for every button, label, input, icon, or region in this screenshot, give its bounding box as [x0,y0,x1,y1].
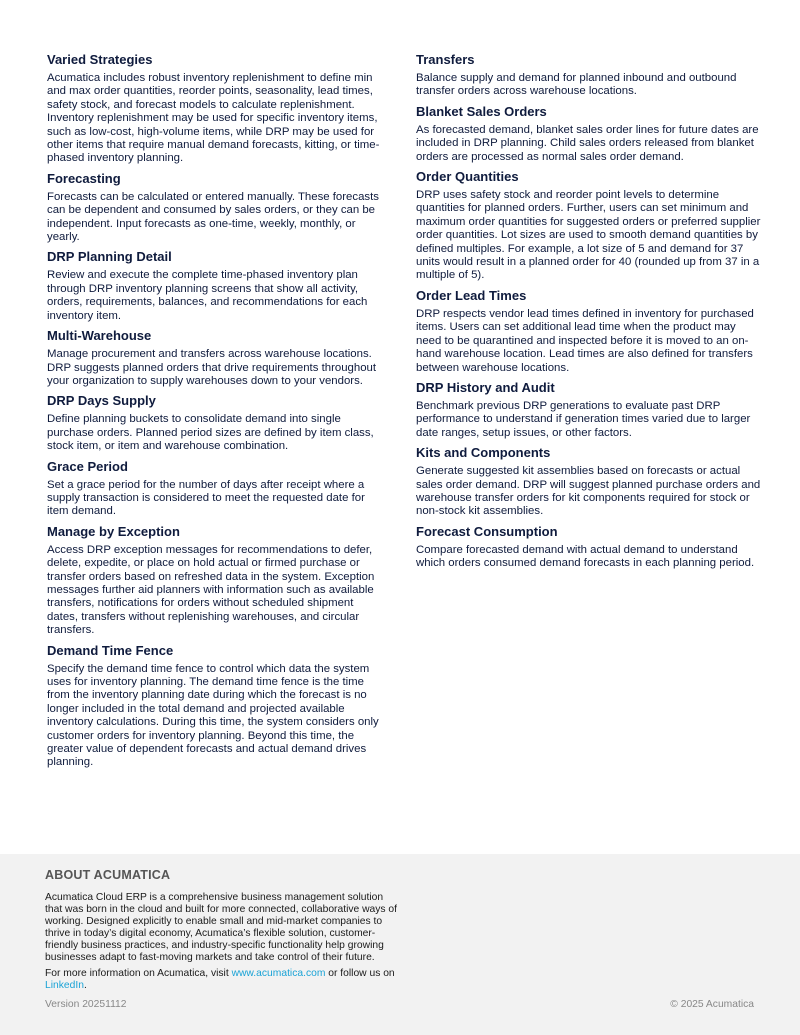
section-heading: Demand Time Fence [47,642,174,658]
feature-section [47,643,387,770]
feature-section [416,380,761,440]
feature-section [47,459,387,519]
section-heading: Grace Period [47,458,128,474]
feature-section [416,288,761,375]
section-heading: Forecast Consumption [416,523,558,539]
linkedin-link[interactable]: LinkedIn [45,980,84,992]
section-body: Benchmark previous DRP generations to evaluate past DRP performance to understand if generation times varied due to larger date ranges, setup issues, or other factors. [416,399,751,439]
feature-section [416,52,761,99]
feature-section [47,328,387,388]
section-body: Define planning buckets to consolidate demand into single purchase orders. Planned period sizes are defined by item class, stock item, or item and warehouse combination. [47,413,374,453]
left-column [47,52,387,775]
more-info-suffix: . [83,980,87,992]
section-body: Generate suggested kit assemblies based on forecasts or actual sales order demand. DRP will suggest planned purchase orders and warehouse transfer orders for kit components required for stock or non-stock kit assemblies. [416,465,761,518]
section-body: Specify the demand time fence to control which data the system uses for inventory planning. The demand time fence is the time from the inventory planning date during which the forecast is no longer included in the total demand and projected available inventory calculations. During this time, the system considers only customer orders for inventory planning. Beyond this time, the greater value of dependent forecasts and actual demand drives planning. [47,662,379,769]
feature-section [47,393,387,453]
more-info-middle: or follow us on [325,968,395,980]
section-heading: DRP Days Supply [47,393,156,409]
section-body: Access DRP exception messages for recommendations to defer, delete, expedite, or place on hold actual or firmed purchase or transfer orders based on refreshed data in the system. Exception messages further aid planners with information such as available transfers, notifications for orders without scheduled shipment dates, transfers without replenishing warehouses, and circular transfers. [47,543,375,637]
section-heading: Order Quantities [416,169,519,185]
feature-section [416,445,761,519]
section-body: Acumatica includes robust inventory replenishment to define min and max order quantities, reorder points, seasonality, lead times, safety stock, and forecast models to calculate replenishment. Inventory replenishment may be used for specific inventory items, such as low-cost, high-volume items, while DRP may be used for other items that require manual demand forecasts, kitting, or time-phased inventory planning. [47,72,380,165]
section-body: Manage procurement and transfers across warehouse locations. DRP suggests planned orders that drive requirements throughout your organization to supply warehouses down to your vendors. [47,348,377,387]
right-column [416,52,761,576]
more-info-line [45,968,397,992]
section-heading: Multi-Warehouse [47,328,152,344]
section-heading: Forecasting [47,170,121,186]
section-body: Forecasts can be calculated or entered manually. These forecasts can be dependent and consumed by sales orders, or they can be independent. Input forecasts as one-time, weekly, monthly, or yearly. [47,190,379,244]
feature-section [416,169,761,283]
feature-section [47,52,387,166]
about-title: ABOUT ACUMATICA [45,868,171,882]
feature-section [47,524,387,638]
section-heading: Order Lead Times [416,287,527,303]
section-body: Set a grace period for the number of days after receipt where a supply transaction is considered to meet the requested date for item demand. [47,478,365,518]
section-heading: Blanket Sales Orders [416,103,547,119]
section-body: As forecasted demand, blanket sales order lines for future dates are included in DRP planning. Child sales orders released from blanket orders are processed as normal sales order demand. [416,123,759,163]
section-heading: Manage by Exception [47,523,180,539]
about-body: Acumatica Cloud ERP is a comprehensive business management solution that was born in the cloud and built for more connected, collaborative ways of working. Designed explicitly to enable small and mid-market companies to thrive in today’s digital economy, Acumatica’s flexible solution, customer-friendly business practices, and industry-specific functionality help growing businesses adapt to fast-moving markets and take control of their future. [45,892,398,963]
section-heading: DRP Planning Detail [47,249,172,265]
section-heading: DRP History and Audit [416,379,555,395]
section-heading: Transfers [416,52,475,67]
feature-section [416,524,761,571]
section-heading: Kits and Components [416,445,551,461]
feature-section [416,104,761,164]
more-info-prefix: For more information on Acumatica, visit [45,968,232,980]
copyright-label: © 2025 Acumatica [670,999,754,1010]
feature-section [47,171,387,245]
website-link[interactable]: www.acumatica.com [231,968,326,980]
feature-section [47,249,387,323]
version-label: Version 20251112 [45,999,127,1010]
about-section [45,868,397,992]
section-body: DRP uses safety stock and reorder point levels to determine quantities for planned orders. Further, users can set minimum and maximum order quantities for suggested orders or preferred supplier order quantities. Lot sizes are used to smooth demand quantities by defined multiples. For example, a lot size of 5 and demand for 37 units would result in a planned order for 40 (rounded up from 37 in a multiple of 5). [416,189,761,282]
section-body: Balance supply and demand for planned inbound and outbound transfer orders across warehouse locations. [416,72,737,98]
section-body: Compare forecasted demand with actual demand to understand which orders consumed demand forecasts in each planning period. [416,543,755,570]
section-heading: Varied Strategies [47,52,153,67]
section-body: Review and execute the complete time-phased inventory plan through DRP inventory planning screens that show all activity, orders, requirements, balances, and recommendations for each inventory item. [47,269,368,322]
section-body: DRP respects vendor lead times defined in inventory for purchased items. Users can set additional lead time when the product may need to be quarantined and inspected before it is moved to an on-hand warehouse location. Lead times are also defined for transfers between warehouse locations. [416,307,754,374]
